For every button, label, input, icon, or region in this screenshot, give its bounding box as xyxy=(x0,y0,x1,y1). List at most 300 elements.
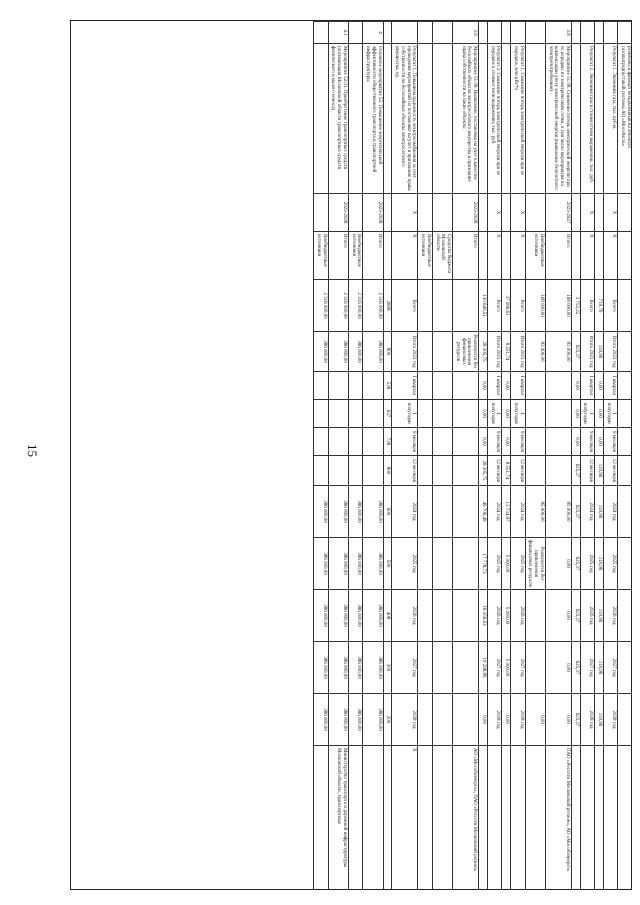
row-q3 xyxy=(546,428,572,456)
row-2023: Итого 2023 год xyxy=(580,332,595,372)
row-source: Внебюджетные источники xyxy=(525,232,545,280)
row-period: X xyxy=(392,194,418,232)
row-2027: 625,37 xyxy=(572,642,581,694)
row-source: X xyxy=(580,232,595,280)
row-total: 2 316 000,00 xyxy=(328,280,348,332)
row-number xyxy=(349,22,364,44)
row-number xyxy=(488,22,503,44)
row-2026 xyxy=(418,590,433,642)
row-description: Мероприятие 52.01. Приобретение транспортных средств (оптимизация Московской области транспортных средств физического и малого износа) xyxy=(328,44,348,194)
row-period xyxy=(383,194,392,232)
row-q3: 9 месяцев xyxy=(604,428,619,456)
row-2025: 17 778,73 xyxy=(479,538,488,590)
row-q4: 12 месяцев xyxy=(580,456,595,486)
row-2025: 386 000,00 xyxy=(349,538,364,590)
row-total: 168 000,00 xyxy=(546,280,572,332)
row-source xyxy=(502,232,511,280)
row-2026: 119,96 xyxy=(595,590,604,642)
row-source: Итого: xyxy=(453,232,479,280)
row-2024: 13 734,87 xyxy=(502,486,511,538)
row-q1 xyxy=(314,372,329,400)
row-executor xyxy=(363,746,383,891)
row-executor xyxy=(580,746,595,891)
row-2024: 386 000,00 xyxy=(314,486,329,538)
row-2025: 2025 год xyxy=(580,538,595,590)
row-total: Всего xyxy=(511,280,526,332)
row-2023: 386 000,00 xyxy=(328,332,348,372)
row-q4: 119,96 xyxy=(595,456,604,486)
row-2027: 2027 год xyxy=(488,642,503,694)
row-q4 xyxy=(546,456,572,486)
row-executor xyxy=(479,746,488,891)
row-q1: I квартал xyxy=(604,372,619,400)
row-description xyxy=(479,44,488,194)
row-q3 xyxy=(453,428,479,456)
row-2025 xyxy=(618,538,632,590)
row-executor: Министерство транспорта и дорожной инфраструктуры Московской области, транспортные xyxy=(328,746,348,891)
row-2023: 83 000,00 xyxy=(546,332,572,372)
row-source xyxy=(479,232,488,280)
row-executor xyxy=(314,746,329,891)
row-2026 xyxy=(433,590,453,642)
row-number xyxy=(314,22,329,44)
row-number xyxy=(383,22,392,44)
row-description: Мероприятие 51.08. Снижение потерь электрической энергии при ее передаче по электрическим сетям, в том числе мероприятия по компенсации учету электрической энергии (выявление безучетного электропотребления) xyxy=(546,44,572,194)
row-2025: 625,37 xyxy=(572,538,581,590)
table-rotation-wrapper xyxy=(71,21,632,890)
row-2027 xyxy=(418,642,433,694)
row-executor: ПАО «Россети Московский регион», АО «Мособлэнерго» xyxy=(546,746,572,891)
row-q1 xyxy=(349,372,364,400)
row-number: 4 xyxy=(363,22,383,44)
row-q3: 738 xyxy=(383,428,392,456)
row-q4 xyxy=(453,456,479,486)
row-q1: I квартал xyxy=(392,372,418,400)
table-row xyxy=(383,22,392,891)
table-row xyxy=(511,22,526,891)
row-q2 xyxy=(546,400,572,428)
row-q2: I полугодие xyxy=(392,400,418,428)
table-row xyxy=(604,22,619,891)
row-period xyxy=(502,194,511,232)
row-2023: 83 000,00 xyxy=(525,332,545,372)
row-2024 xyxy=(453,486,479,538)
row-2023: Итого 2023 год xyxy=(511,332,526,372)
row-2025 xyxy=(433,538,453,590)
row-2028: 386 000,00 xyxy=(314,694,329,746)
row-description: Основное мероприятие 52. Повышение энергетической эффективности общественного транспорта и транспортной инфраструктуры xyxy=(363,44,383,194)
row-2026 xyxy=(618,590,632,642)
row-number xyxy=(595,22,604,44)
row-total: Всего xyxy=(580,280,595,332)
row-q2: 0,00 xyxy=(502,400,511,428)
row-number xyxy=(618,22,632,44)
row-2027 xyxy=(453,642,479,694)
row-q2 xyxy=(525,400,545,428)
row-2023 xyxy=(418,332,433,372)
row-total: 2 316 000,00 xyxy=(314,280,329,332)
row-2027: 2027 год xyxy=(511,642,526,694)
row-q2: 0,00 xyxy=(595,400,604,428)
row-description: Результат 2. Экономия газа в стоимостном выражении, тыс. руб. xyxy=(580,44,595,194)
table-row xyxy=(502,22,511,891)
row-description: резмбаны к фазевых бехьдъненный на объектах газопытредпуставой системы АО «Мособлгаз» xyxy=(618,44,632,194)
row-executor: X xyxy=(392,746,418,891)
row-q4 xyxy=(328,456,348,486)
row-2026 xyxy=(453,590,479,642)
row-q2: I полугодие xyxy=(604,400,619,428)
row-number xyxy=(418,22,433,44)
table-row xyxy=(328,22,348,891)
row-period xyxy=(433,194,453,232)
row-2025: 2025 год xyxy=(511,538,526,590)
row-2026: 2026 год xyxy=(511,590,526,642)
row-2027: 19 298,89 xyxy=(479,642,488,694)
program-table xyxy=(313,21,632,890)
row-2028: 0,00 xyxy=(479,694,488,746)
row-period: X xyxy=(511,194,526,232)
row-description: Результат 1. Повышена надежность электроснабжения за счет проведения мероприятий по постановке на учет и признанию права собственности на бесхозяйные объекты электросетевого имущества, ед. xyxy=(392,44,418,194)
row-executor xyxy=(595,746,604,891)
row-q2 xyxy=(618,400,632,428)
table-row xyxy=(363,22,383,891)
row-q1: 0,00 xyxy=(502,372,511,400)
row-q1 xyxy=(618,372,632,400)
table-row xyxy=(618,22,632,891)
row-description xyxy=(314,44,329,194)
row-q3 xyxy=(418,428,433,456)
row-description: Результат 1. Экономия газа, тыс. куб.м. xyxy=(604,44,619,194)
row-description xyxy=(525,44,545,194)
row-q1 xyxy=(433,372,453,400)
row-source: X xyxy=(488,232,503,280)
row-2025: 2025 год xyxy=(604,538,619,590)
row-q1 xyxy=(453,372,479,400)
row-q1: I квартал xyxy=(580,372,595,400)
row-2027: 119,96 xyxy=(595,642,604,694)
row-q3 xyxy=(314,428,329,456)
table-row xyxy=(572,22,581,891)
row-2027: 386 000,00 xyxy=(328,642,348,694)
table-row xyxy=(546,22,572,891)
row-2024: 386 000,00 xyxy=(328,486,348,538)
row-executor xyxy=(433,746,453,891)
row-number xyxy=(502,22,511,44)
row-2023: 28 305,75 xyxy=(479,332,488,372)
row-period: X xyxy=(488,194,503,232)
row-2024: 119,96 xyxy=(595,486,604,538)
row-q1: 0,00 xyxy=(572,372,581,400)
row-q4 xyxy=(363,456,383,486)
row-q3 xyxy=(328,428,348,456)
row-2028: 2028 год xyxy=(488,694,503,746)
row-2027: 300 xyxy=(383,642,392,694)
row-2025: 386 000,00 xyxy=(328,538,348,590)
row-q3: 0,00 xyxy=(502,428,511,456)
row-2027: 2027 год xyxy=(604,642,619,694)
row-2026: 408 xyxy=(383,590,392,642)
row-executor xyxy=(618,746,632,891)
row-q1: 0,00 xyxy=(479,372,488,400)
row-q4 xyxy=(433,456,453,486)
row-q1 xyxy=(525,372,545,400)
row-2028: 2028 год xyxy=(580,694,595,746)
row-q2 xyxy=(349,400,364,428)
row-q1: 0,00 xyxy=(595,372,604,400)
row-2026: 386 000,00 xyxy=(314,590,329,642)
row-q3 xyxy=(618,428,632,456)
row-source: Итого: xyxy=(546,232,572,280)
row-2026: 386 000,00 xyxy=(349,590,364,642)
row-2027 xyxy=(433,642,453,694)
row-2026: 2026 год xyxy=(604,590,619,642)
row-executor xyxy=(383,746,392,891)
row-q1 xyxy=(418,372,433,400)
row-q3: 9 месяцев xyxy=(488,428,503,456)
row-2025: 2025 год xyxy=(392,538,418,590)
row-q4: 800 xyxy=(383,456,392,486)
row-2025: 386 000,00 xyxy=(363,538,383,590)
row-period xyxy=(479,194,488,232)
row-total: Всего xyxy=(488,280,503,332)
row-2026: 2026 год xyxy=(488,590,503,642)
row-period xyxy=(618,194,632,232)
row-description: Мероприятие 51.09. Выявление, постановка на учет в качестве бесхозяйных объектов электросетевого имущества и признание права собственности на такие объекты xyxy=(453,44,479,194)
row-description xyxy=(349,44,364,194)
row-2024: 2024 год xyxy=(580,486,595,538)
row-2028: 0,00 xyxy=(502,694,511,746)
row-number: 3.9 xyxy=(453,22,479,44)
row-2025: 500 xyxy=(383,538,392,590)
table-row xyxy=(453,22,479,891)
row-2024: 2024 год xyxy=(511,486,526,538)
row-2023: 386 000,00 xyxy=(314,332,329,372)
row-period: 2023-2028 xyxy=(453,194,479,232)
row-q3 xyxy=(363,428,383,456)
row-q1: I квартал xyxy=(488,372,503,400)
row-total xyxy=(433,280,453,332)
row-executor xyxy=(511,746,526,891)
row-q3 xyxy=(349,428,364,456)
row-q4: 12 месяцев xyxy=(488,456,503,486)
row-q4: 12 месяцев xyxy=(392,456,418,486)
row-period xyxy=(525,194,545,232)
row-2023: 386 000,00 xyxy=(349,332,364,372)
row-q2 xyxy=(433,400,453,428)
row-description xyxy=(502,44,511,194)
row-2028 xyxy=(453,694,479,746)
row-q2 xyxy=(418,400,433,428)
row-2027 xyxy=(618,642,632,694)
table-row xyxy=(418,22,433,891)
row-total xyxy=(453,280,479,332)
row-executor xyxy=(604,746,619,891)
table-row xyxy=(479,22,488,891)
row-2028: 0,00 xyxy=(546,694,572,746)
row-2025: 386 000,00 xyxy=(314,538,329,590)
row-2027: 2027 год xyxy=(392,642,418,694)
row-description: Результат 1. Снижение потерь электрической энергии при ее передаче, млн кВт*ч xyxy=(511,44,526,194)
row-q2: 0,00 xyxy=(572,400,581,428)
row-source xyxy=(572,232,581,280)
row-2024 xyxy=(418,486,433,538)
row-description xyxy=(418,44,433,194)
row-q2: 637 xyxy=(383,400,392,428)
row-executor xyxy=(525,746,545,891)
row-description xyxy=(383,44,392,194)
table-row xyxy=(488,22,503,891)
row-source: Внебюджетные источники xyxy=(314,232,329,280)
row-2024: 85 000,00 xyxy=(546,486,572,538)
row-description xyxy=(433,44,453,194)
row-2028: 200 xyxy=(383,694,392,746)
row-2025: Реализуется без привлечения финансовых ресурсов xyxy=(525,538,545,590)
row-total: 37 286,61 xyxy=(502,280,511,332)
row-q4: 625,37 xyxy=(572,456,581,486)
row-number: 3.8 xyxy=(546,22,572,44)
row-total: 2 316 000,00 xyxy=(363,280,383,332)
table-row xyxy=(433,22,453,891)
row-q2: 0,00 xyxy=(479,400,488,428)
row-2024: 386 000,00 xyxy=(349,486,364,538)
row-q2: I полугодие xyxy=(488,400,503,428)
row-2026: 625,37 xyxy=(572,590,581,642)
row-2024: 85 000,00 xyxy=(525,486,545,538)
row-period xyxy=(595,194,604,232)
row-2026: 386 000,00 xyxy=(363,590,383,642)
row-2028 xyxy=(618,694,632,746)
row-q3: 9 месяцев xyxy=(392,428,418,456)
row-2025 xyxy=(453,538,479,590)
row-total: Всего xyxy=(604,280,619,332)
row-2023: 625,37 xyxy=(572,332,581,372)
row-2027: 2027 год xyxy=(580,642,595,694)
row-q1 xyxy=(546,372,572,400)
row-number xyxy=(525,22,545,44)
row-number xyxy=(580,22,595,44)
row-2023: 386 000,00 xyxy=(363,332,383,372)
row-number xyxy=(572,22,581,44)
row-q4 xyxy=(314,456,329,486)
row-source xyxy=(618,232,632,280)
row-2025: 119,96 xyxy=(595,538,604,590)
row-2023: 8 551,74 xyxy=(502,332,511,372)
table-row xyxy=(525,22,545,891)
row-q4: 8 551,74 xyxy=(502,456,511,486)
row-2023: Реализуется без привлечения финансовых ресурсов xyxy=(453,332,479,372)
row-executor xyxy=(488,746,503,891)
row-source xyxy=(595,232,604,280)
row-executor xyxy=(349,746,364,891)
row-q4: 28 305,75 xyxy=(479,456,488,486)
row-2028: 119,96 xyxy=(595,694,604,746)
row-total xyxy=(418,280,433,332)
row-q4: 12 месяцев xyxy=(511,456,526,486)
table-row xyxy=(392,22,418,891)
rotated-table-sheet xyxy=(70,20,632,890)
row-2024: 2024 год xyxy=(604,486,619,538)
row-q2: I полугодие xyxy=(511,400,526,428)
row-executor xyxy=(418,746,433,891)
table-row xyxy=(349,22,364,891)
row-2028: 386 000,00 xyxy=(328,694,348,746)
row-q2 xyxy=(453,400,479,428)
row-number xyxy=(392,22,418,44)
row-2028: 2028 год xyxy=(392,694,418,746)
row-2026: 2026 год xyxy=(580,590,595,642)
row-q3: 9 месяцев xyxy=(580,428,595,456)
row-q3: 0,00 xyxy=(595,428,604,456)
row-2024 xyxy=(618,486,632,538)
row-source: Внебюджетные источники xyxy=(418,232,433,280)
row-2023: Итого 2023 год xyxy=(488,332,503,372)
row-source: Средства бюджета Московской области xyxy=(433,232,453,280)
row-executor xyxy=(502,746,511,891)
row-source xyxy=(383,232,392,280)
row-2028: 386 000,00 xyxy=(363,694,383,746)
row-2026: 18 356,63 xyxy=(479,590,488,642)
row-2024: 46 706,49 xyxy=(479,486,488,538)
table-row xyxy=(580,22,595,891)
row-2027: 0,00 xyxy=(546,642,572,694)
row-source: Итого: xyxy=(328,232,348,280)
row-2025: 5 000,00 xyxy=(502,538,511,590)
row-source: Внебюджетные источники xyxy=(349,232,364,280)
row-period xyxy=(418,194,433,232)
table-row xyxy=(595,22,604,891)
row-2024: 2024 год xyxy=(488,486,503,538)
row-total: 719,76 xyxy=(595,280,604,332)
row-2025: 0,00 xyxy=(546,538,572,590)
row-source: X xyxy=(392,232,418,280)
row-q3 xyxy=(433,428,453,456)
row-2026: 386 000,00 xyxy=(328,590,348,642)
row-q2 xyxy=(328,400,348,428)
row-total: Всего xyxy=(392,280,418,332)
row-period: 2023-2028 xyxy=(328,194,348,232)
page-number: 15 xyxy=(25,444,40,457)
row-2028: 386 000,00 xyxy=(349,694,364,746)
row-q4: 12 месяцев xyxy=(604,456,619,486)
row-2026: 2026 год xyxy=(392,590,418,642)
row-2024: 600 xyxy=(383,486,392,538)
row-2027: 386 000,00 xyxy=(349,642,364,694)
row-2023: Итого 2023 год xyxy=(392,332,418,372)
row-2027: 5 000,00 xyxy=(502,642,511,694)
row-q4 xyxy=(618,456,632,486)
row-2023 xyxy=(618,332,632,372)
row-2026: 5 000,00 xyxy=(502,590,511,642)
row-description xyxy=(572,44,581,194)
row-period xyxy=(314,194,329,232)
table-row xyxy=(314,22,329,891)
row-total: 168 000,00 xyxy=(525,280,545,332)
row-2027: 386 000,00 xyxy=(363,642,383,694)
row-number xyxy=(604,22,619,44)
row-total: 3 752,22 xyxy=(572,280,581,332)
row-2023 xyxy=(433,332,453,372)
row-period: 2023-2028 xyxy=(363,194,383,232)
row-period xyxy=(349,194,364,232)
row-q1: I квартал xyxy=(511,372,526,400)
row-q3: 0,00 xyxy=(479,428,488,456)
row-description xyxy=(595,44,604,194)
row-2023: Итого 2023 год xyxy=(604,332,619,372)
row-q1: 538 xyxy=(383,372,392,400)
row-2024: 2024 год xyxy=(392,486,418,538)
row-number xyxy=(479,22,488,44)
row-2026: 0,00 xyxy=(546,590,572,642)
